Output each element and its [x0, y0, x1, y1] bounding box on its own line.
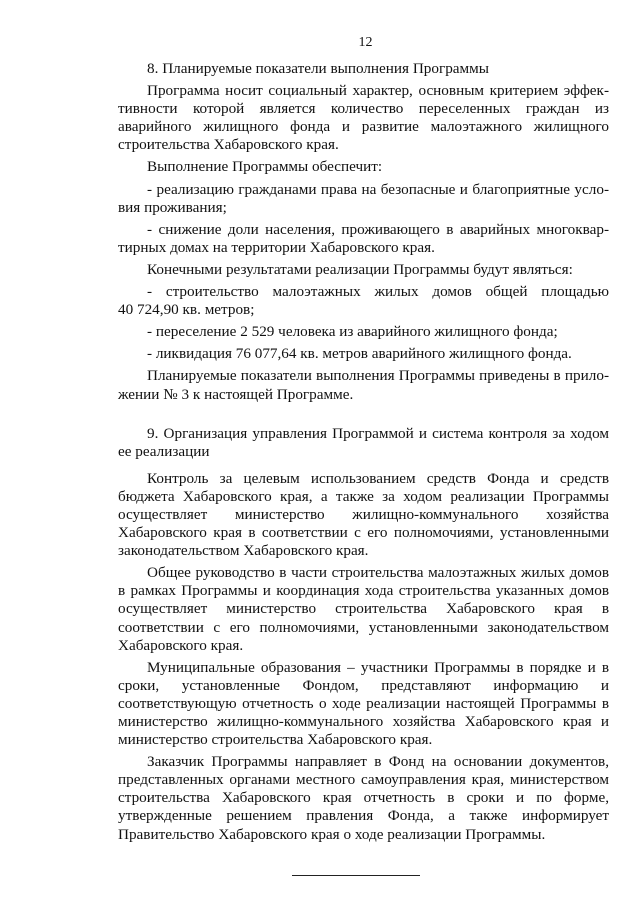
section-9-paragraph: Общее руководство в части строительства малоэтажных жилых домов в рамках Программы и координация хода строительства указанных домов осуществляет министерство строительства Хабаровского края в соответствии с его полномочиями, установленными законодательством Хабаровского края. — [118, 564, 609, 654]
section-9-paragraph: Заказчик Программы направляет в Фонд на основании документов, представленных органами местного самоуправления края, министерством строительства Хабаровского края отчетность в сроки и по форме, утвержденные решением правления Фонда, а также информирует Правительство Хабаровского края о ходе реализации Программы. — [118, 753, 609, 843]
section-9-heading: 9. Организация управления Программой и система контроля за ходом ее реализации — [118, 424, 609, 460]
section-8-list-item: - реализацию гражданами права на безопасные и благоприятные условия проживания; — [118, 180, 609, 216]
section-8-list-item: - ликвидация 76 077,64 кв. метров аварийного жилищного фонда. — [147, 345, 572, 363]
section-8-list-item: - снижение доли населения, проживающего в аварийных многоквартирных домах на территории Хабаровского края. — [118, 220, 609, 256]
end-divider-line — [292, 875, 420, 876]
section-9-paragraph: Муниципальные образования – участники Программы в порядке и в сроки, установленные Фондом, представляют информацию и соответствующую отчетность о ходе реализации настоящей Программы в министерство жилищно-коммунального хозяйства Хабаровского края и министерство строительства Хабаровского края. — [118, 658, 609, 749]
document-page — [118, 34, 609, 876]
section-8-paragraph: Программа носит социальный характер, основным критерием эффективности которой является количество переселенных граждан из аварийного жилищного фонда и развитие малоэтажного жилищного строительства Хабаровского края. — [118, 82, 609, 154]
section-8-paragraph: Планируемые показатели выполнения Программы приведены в приложении № 3 к настоящей Программе. — [118, 367, 609, 403]
section-8-list-item: - строительство малоэтажных жилых домов общей площадью 40 724,90 кв. метров; — [118, 283, 609, 319]
section-8-list-item: - переселение 2 529 человека из аварийного жилищного фонда; — [147, 323, 558, 341]
section-spacer — [118, 408, 609, 425]
section-8-paragraph: Выполнение Программы обеспечит: — [147, 158, 383, 176]
page-number: 12 — [358, 35, 373, 50]
section-8-heading: 8. Планируемые показатели выполнения Программы — [147, 60, 489, 77]
section-8-paragraph: Конечными результатами реализации Программы будут являться: — [147, 260, 573, 278]
section-9-paragraph: Контроль за целевым использованием средств Фонда и средств бюджета Хабаровского края, а также за ходом реализации Программы осуществляет министерство жилищно-коммунального хозяйства Хабаровского края в соответствии с его полномочиями, установленными законодательством Хабаровского края. — [118, 469, 609, 560]
